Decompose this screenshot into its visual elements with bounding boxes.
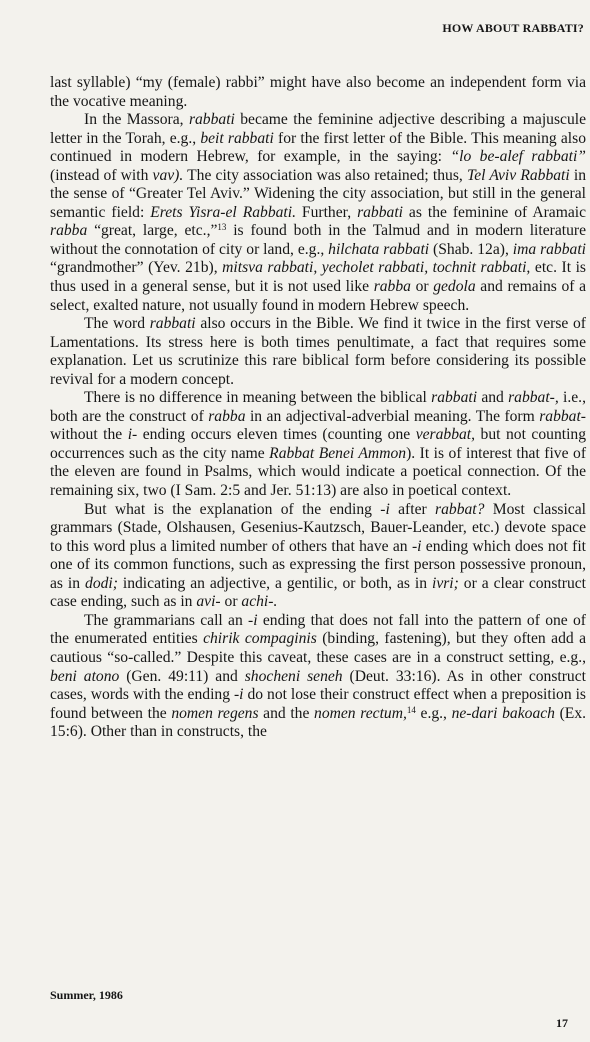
text-run: and remains of a select, exalted nature, not usually found in modern Hebrew speech. — [50, 278, 586, 314]
italic-run: rabba — [373, 278, 411, 296]
italic-run: ima rabbati — [512, 240, 586, 258]
paragraph — [50, 501, 586, 612]
text-run: “grandmother” (Yev. 21b), — [50, 259, 223, 277]
italic-run: verabbat, — [415, 426, 476, 444]
paragraph — [50, 612, 586, 742]
italic-run: rabbati — [149, 315, 196, 333]
text-run: or — [410, 278, 434, 296]
text-run: i.e., both are the construct of — [50, 389, 586, 425]
text-run: indicating an adjective, a gentilic, or both, as in — [117, 574, 432, 592]
italic-run: Tel Aviv Rabbati — [466, 166, 570, 184]
paragraph — [50, 389, 586, 500]
italic-run: -i — [233, 686, 244, 704]
italic-run: chirik compaginis — [203, 630, 317, 648]
italic-run: rabbati — [188, 111, 235, 129]
italic-run: Rabbat Benei Ammon — [269, 444, 407, 462]
text-run: became the feminine adjective describing a majuscule letter in the Torah, e.g., — [50, 111, 587, 147]
footnote-ref: 13 — [217, 222, 227, 233]
italic-run: Erets Yisra-el Rabbati. — [150, 203, 296, 221]
italic-run: -i — [248, 611, 258, 629]
text-run: for the first letter of the Bible. This meaning also continued in modern Hebrew, for example, in the saying: — [50, 129, 587, 166]
italic-run: nomen regens — [171, 704, 259, 722]
italic-run: nomen rectum, — [314, 704, 407, 722]
text-run: etc. It is thus used in a general sense, but it is not used like — [50, 259, 586, 296]
text-run: “great, large, etc.,” — [87, 222, 218, 240]
italic-run: rabba — [208, 407, 246, 425]
text-run: ending which does not fit one of its common functions, such as expressing the first person possessive pronoun, as in — [50, 537, 586, 592]
text-run: The city association was also retained; thus, — [183, 166, 467, 184]
text-run: But what is the explanation of the ending — [84, 500, 381, 518]
italic-run: rabbat- — [539, 407, 586, 425]
text-run: after — [389, 500, 436, 518]
text-run: (binding, fastening), but they often add a cautious “so-called.” Despite this caveat, these cases are in a construct setting, e.g., — [50, 630, 587, 666]
italic-run: vav). — [152, 166, 184, 184]
text-run: is found both in the Talmud and in modern literature without the connotation of city or land, e.g., — [50, 222, 587, 258]
text-run: The word — [84, 315, 150, 333]
text-run: ending occurs eleven times (counting one — [137, 426, 416, 444]
text-run: The grammarians call an — [84, 611, 249, 629]
text-run: (Shab. 12a), — [429, 240, 513, 258]
text-run: (Gen. 49:11) and — [119, 667, 245, 685]
italic-run: -i — [411, 537, 422, 555]
text-run: Most classical grammars (Stade, Olshausen, Gesenius-Kautzsch, Bauer-Leander, etc.) devote space to this word plus a limited number of others that have an — [50, 500, 586, 555]
text-run: In the Massora, — [84, 111, 189, 129]
italic-run: dodi; — [85, 574, 118, 592]
text-run: ). It is of interest that five of the eleven are found in Psalms, which would indicate a poetical connection. Of the remaining six, two (I Sam. 2:5 and Jer. 51:13) are also in poetical context. — [50, 444, 587, 500]
italic-run: beit rabbati — [200, 129, 274, 147]
italic-run: ivri; — [431, 574, 459, 592]
italic-run: rabbat? — [435, 500, 485, 518]
italic-run: ne-dari bakoach — [451, 704, 555, 722]
text-run: in an adjectival-adverbial meaning. The form — [245, 407, 540, 425]
text-run: also occurs in the Bible. We find it twice in the first verse of Lamentations. Its stress here is both times penultimate, a fact that requires some explanation. Let us scrutinize this rare biblical form before considering its possible revival for a modern concept. — [50, 315, 586, 388]
text-run: or a clear construct case ending, such as in — [50, 574, 586, 611]
paragraph — [50, 111, 586, 315]
text-run: e.g., — [415, 704, 452, 722]
text-run: (instead of with — [50, 166, 153, 184]
italic-run: achi-. — [241, 593, 278, 611]
text-run: and — [477, 389, 509, 407]
article-body — [50, 74, 586, 742]
paragraph — [50, 74, 586, 111]
running-head: HOW ABOUT RABBATI? — [442, 21, 584, 35]
italic-run: avi- — [196, 593, 221, 611]
text-run: without the — [50, 426, 128, 444]
italic-run: rabbat-, — [508, 389, 559, 407]
italic-run: rabbati — [357, 203, 403, 221]
issue-date: Summer, 1986 — [50, 988, 123, 1002]
text-run: do not lose their construct effect when a preposition is found between the — [50, 686, 586, 722]
italic-run: gedola — [433, 278, 476, 296]
text-run: in the sense of “Greater Tel Aviv.” Widening the city association, but still in the general semantic field: — [50, 166, 587, 221]
text-run: (Ex. 15:6). Other than in constructs, the — [50, 704, 587, 741]
italic-run: mitsva rabbati, yecholet rabbati, tochnit rabbati, — [222, 259, 531, 277]
page-number: 17 — [556, 1016, 568, 1030]
text-run: ending that does not fall into the pattern of one of the enumerated entities — [50, 611, 587, 648]
text-run: but not counting occurrences such as the city name — [50, 426, 586, 462]
italic-run: rabba — [50, 222, 88, 240]
italic-run: -i — [380, 500, 390, 518]
italic-run: “lo be-alef rabbati” — [450, 148, 586, 166]
text-run: last syllable) “my (female) rabbi” might have also become an independent form via the vocative meaning. — [50, 74, 586, 110]
text-run: or — [220, 593, 242, 611]
text-run: (Deut. 33:16). As in other construct cases, words with the ending — [50, 667, 586, 704]
footnote-ref: 14 — [406, 704, 416, 715]
text-run: Further, — [295, 203, 358, 221]
italic-run: i- — [127, 426, 138, 444]
italic-run: hilchata rabbati — [328, 240, 430, 258]
text-run: and the — [258, 704, 315, 722]
text-run: There is no difference in meaning between the biblical — [84, 389, 432, 407]
text-run: as the feminine of Aramaic — [402, 203, 586, 221]
italic-run: beni atono — [50, 667, 120, 685]
italic-run: rabbati — [431, 389, 478, 407]
paragraph — [50, 315, 586, 389]
italic-run: shocheni seneh — [244, 667, 343, 685]
